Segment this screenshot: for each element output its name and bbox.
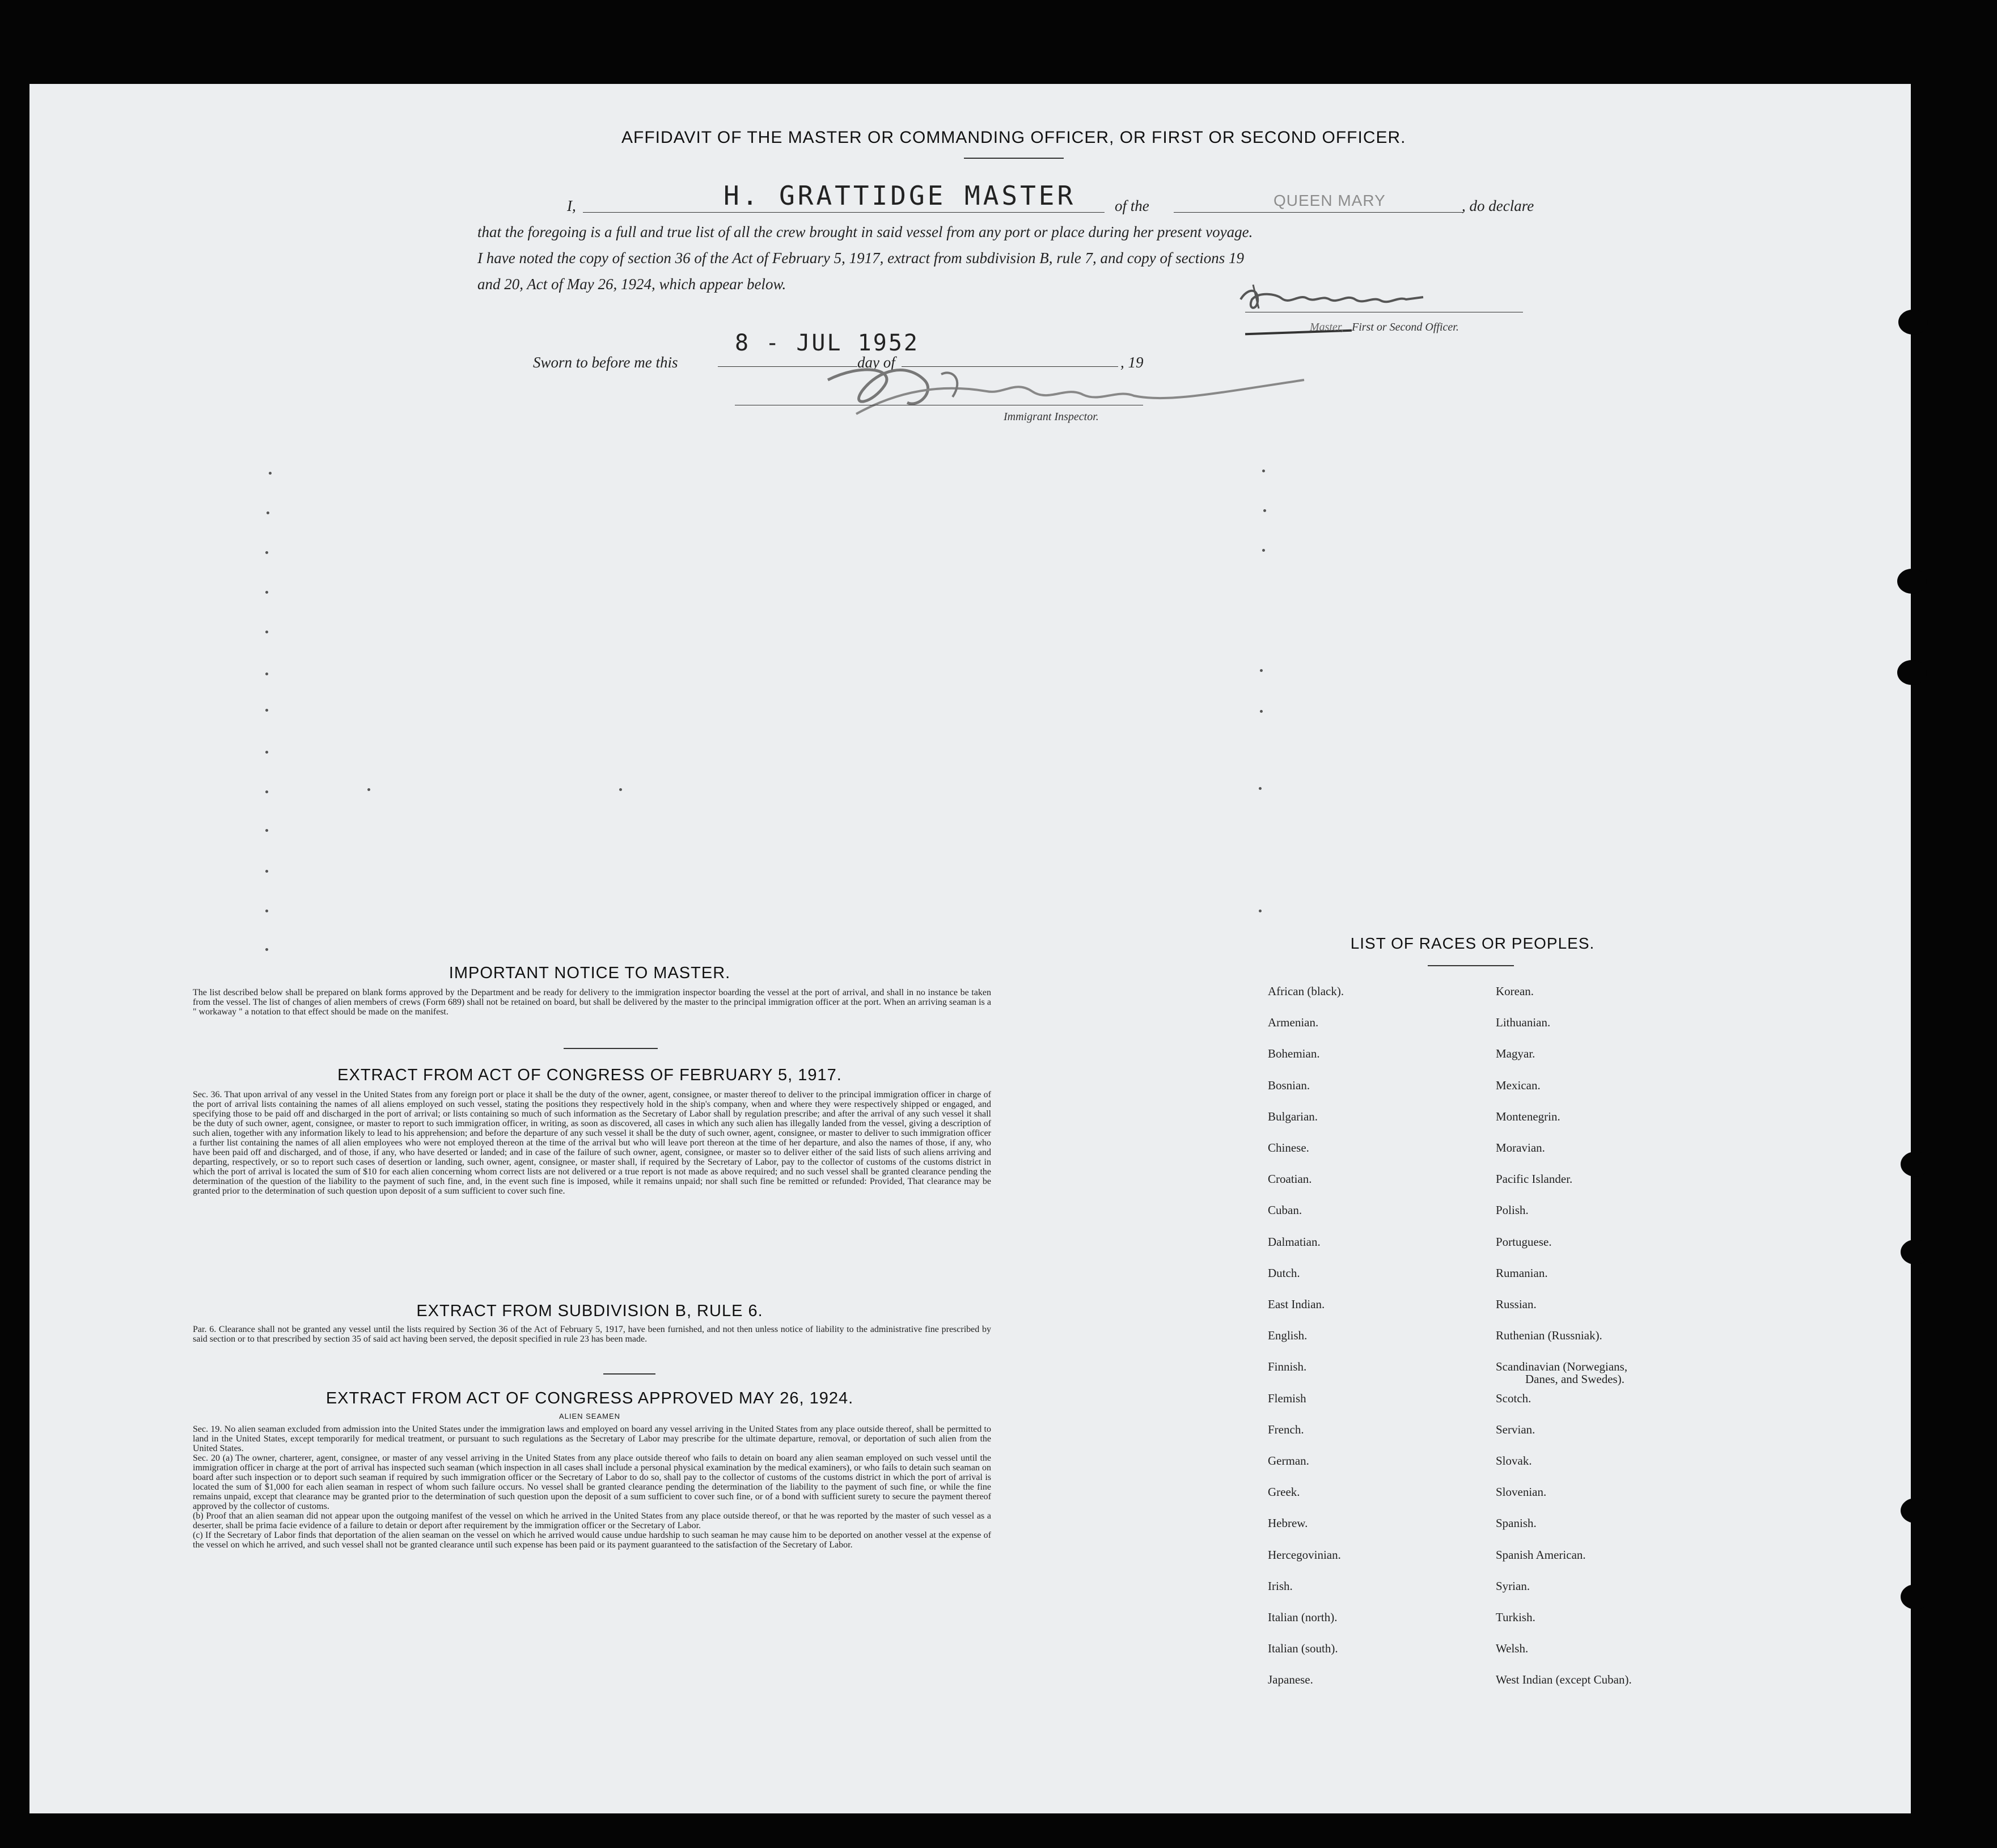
declaration-line-3: I have noted the copy of section 36 of the Act of February 5, 1917, extract from subdivision B, rule 7, and copy of sections 19 bbox=[477, 249, 1244, 267]
extract-1917-title: EXTRACT FROM ACT OF CONGRESS OF FEBRUARY 5, 1917. bbox=[337, 1066, 842, 1084]
race-item: Russian. bbox=[1496, 1297, 1537, 1311]
guide-dot bbox=[1262, 549, 1265, 552]
guide-dot bbox=[265, 551, 268, 554]
race-item: Montenegrin. bbox=[1496, 1110, 1560, 1123]
title-divider bbox=[964, 158, 1064, 159]
guide-dot bbox=[1262, 470, 1265, 472]
master-name-handwritten: H. GRATTIDGE MASTER bbox=[724, 180, 1076, 211]
extract-1924-title: EXTRACT FROM ACT OF CONGRESS APPROVED MAY 26, 1924. bbox=[325, 1389, 854, 1407]
alien-seamen-subtitle: ALIEN SEAMEN bbox=[559, 1412, 621, 1420]
subdivision-b-text: Par. 6. Clearance shall not be granted any vessel until the lists required by Section 36 of the Act of February 5, 1917, have been furnished, and not then unless notice of liability to the administrative fine prescribed by said section or to that prescribed by section 35 of said act having been served, the deposit specified in rule 23 has been made. bbox=[193, 1325, 991, 1344]
guide-dot bbox=[265, 673, 268, 675]
notice-title: IMPORTANT NOTICE TO MASTER. bbox=[449, 964, 731, 982]
subdivision-b-title: EXTRACT FROM SUBDIVISION B, RULE 6. bbox=[416, 1302, 763, 1320]
race-item: Croatian. bbox=[1268, 1172, 1312, 1186]
race-item: German. bbox=[1268, 1454, 1309, 1468]
race-item: Spanish American. bbox=[1496, 1548, 1586, 1562]
race-item: Magyar. bbox=[1496, 1047, 1535, 1060]
guide-dot bbox=[1260, 669, 1263, 672]
section-20b-text: (b) Proof that an alien seaman did not appear upon the outgoing manifest of the vessel on which he arrived in the United States from any place outside thereof, or that he was reported by the master of such vessel as a deserter, shall be prima facie evidence of a failure to detain or deport after requirement by the immigration officer or the Secretary of Labor. bbox=[193, 1511, 991, 1530]
guide-dot bbox=[265, 631, 268, 633]
race-item: French. bbox=[1268, 1423, 1304, 1436]
punch-hole bbox=[1897, 660, 1927, 685]
year-prefix: , 19 bbox=[1120, 354, 1144, 371]
race-item: West Indian (except Cuban). bbox=[1496, 1673, 1632, 1686]
race-item: Irish. bbox=[1268, 1579, 1293, 1593]
extract-1924-body bbox=[193, 1424, 991, 1550]
race-item: East Indian. bbox=[1268, 1297, 1325, 1311]
guide-dot bbox=[266, 511, 269, 514]
punch-hole bbox=[1901, 1584, 1930, 1609]
race-item: Chinese. bbox=[1268, 1141, 1309, 1155]
races-title: LIST OF RACES OR PEOPLES. bbox=[1350, 934, 1595, 952]
race-item: Polish. bbox=[1496, 1203, 1529, 1217]
guide-dot bbox=[367, 788, 370, 791]
guide-dot bbox=[265, 829, 268, 832]
race-item: Italian (north). bbox=[1268, 1610, 1338, 1624]
name-line bbox=[583, 212, 1105, 213]
race-item: Scandinavian (Norwegians, bbox=[1496, 1360, 1628, 1373]
race-item: Rumanian. bbox=[1496, 1266, 1548, 1280]
race-item: Slovenian. bbox=[1496, 1485, 1547, 1499]
race-item: Greek. bbox=[1268, 1485, 1300, 1499]
race-item: Scotch. bbox=[1496, 1392, 1531, 1405]
race-item: Syrian. bbox=[1496, 1579, 1530, 1593]
vessel-name-stamp: QUEEN MARY bbox=[1273, 192, 1386, 209]
notice-divider bbox=[564, 1048, 658, 1049]
race-item: Mexican. bbox=[1496, 1079, 1541, 1092]
guide-dot bbox=[1259, 910, 1262, 912]
of-the-label: of the bbox=[1115, 197, 1149, 214]
guide-dot bbox=[265, 591, 268, 594]
race-item: Servian. bbox=[1496, 1423, 1535, 1436]
race-item: Finnish. bbox=[1268, 1360, 1307, 1373]
section-19-text: Sec. 19. No alien seaman excluded from admission into the United States under the immigration laws and employed on board any vessel arriving in the United States from any place outside thereof, shall be permitted to land in the United States, except temporarily for medical treatment, or pursuant to such regulations as the Secretary of Labor may prescribe for the ultimate departure, removal, or deportation of such alien from the United States. bbox=[193, 1424, 991, 1453]
race-item: African (black). bbox=[1268, 984, 1344, 998]
race-item: Lithuanian. bbox=[1496, 1016, 1551, 1029]
race-item: Pacific Islander. bbox=[1496, 1172, 1573, 1186]
race-item: Hebrew. bbox=[1268, 1516, 1308, 1530]
race-item: Cuban. bbox=[1268, 1203, 1302, 1217]
punch-hole bbox=[1901, 1152, 1930, 1177]
races-divider bbox=[1428, 965, 1514, 966]
subdivision-divider bbox=[603, 1373, 655, 1375]
race-item: Dalmatian. bbox=[1268, 1235, 1321, 1249]
guide-dot bbox=[265, 948, 268, 951]
day-of-label: day of bbox=[857, 354, 895, 371]
race-item: Bulgarian. bbox=[1268, 1110, 1318, 1123]
declaration-i-label: I, bbox=[567, 197, 576, 214]
declaration-line-2: that the foregoing is a full and true list of all the crew brought in said vessel from any port or place during her present voyage. bbox=[477, 223, 1253, 240]
inspector-caption: Immigrant Inspector. bbox=[1004, 411, 1099, 423]
master-label: Master, bbox=[1310, 321, 1344, 333]
race-item: Slovak. bbox=[1496, 1454, 1532, 1468]
race-item: Spanish. bbox=[1496, 1516, 1537, 1530]
race-item: Armenian. bbox=[1268, 1016, 1319, 1029]
sworn-date-stamp: 8 - JUL 1952 bbox=[735, 330, 919, 356]
race-item: Moravian. bbox=[1496, 1141, 1545, 1155]
race-item: Turkish. bbox=[1496, 1610, 1535, 1624]
officer-caption: First or Second Officer. bbox=[1352, 321, 1459, 333]
punch-hole bbox=[1897, 569, 1927, 594]
race-scandinavian-continuation: Danes, and Swedes). bbox=[1525, 1372, 1624, 1386]
race-item: English. bbox=[1268, 1329, 1308, 1342]
race-item: Welsh. bbox=[1496, 1642, 1529, 1655]
race-item: Flemish bbox=[1268, 1392, 1306, 1405]
do-declare-label: , do declare bbox=[1462, 197, 1534, 214]
guide-dot bbox=[265, 790, 268, 793]
vessel-line bbox=[1174, 212, 1463, 213]
affidavit-title: AFFIDAVIT OF THE MASTER OR COMMANDING OFFICER, OR FIRST OR SECOND OFFICER. bbox=[621, 128, 1406, 147]
race-item: Ruthenian (Russniak). bbox=[1496, 1329, 1602, 1342]
guide-dot bbox=[1260, 710, 1263, 713]
sworn-label: Sworn to before me this bbox=[533, 354, 678, 371]
guide-dot bbox=[265, 751, 268, 754]
guide-dot bbox=[265, 870, 268, 873]
guide-dot bbox=[619, 788, 622, 791]
race-item: Portuguese. bbox=[1496, 1235, 1552, 1249]
guide-dot bbox=[265, 910, 268, 912]
punch-hole bbox=[1898, 310, 1928, 335]
punch-hole bbox=[1901, 1498, 1930, 1523]
guide-dot bbox=[269, 472, 272, 475]
race-item: Korean. bbox=[1496, 984, 1534, 998]
master-signature bbox=[1236, 277, 1429, 316]
race-item: Bohemian. bbox=[1268, 1047, 1320, 1060]
race-item: Dutch. bbox=[1268, 1266, 1300, 1280]
race-item: Japanese. bbox=[1268, 1673, 1313, 1686]
guide-dot bbox=[265, 709, 268, 712]
section-20c-text: (c) If the Secretary of Labor finds that deportation of the alien seaman on the vessel on which he arrived would cause undue hardship to such seaman he may cause him to be deported on another vessel at the expense of the vessel on which he arrived, and such vessel shall not be granted clearance until such expense has been paid or its payment guaranteed to the satisfaction of the Secretary of Labor. bbox=[193, 1530, 991, 1550]
notice-text: The list described below shall be prepared on blank forms approved by the Department and be ready for delivery to the immigration inspector boarding the vessel at the port of arrival, and shall in no instance be taken from the vessel. The list of changes of alien members of crews (Form 689) shall not be retained on board, but shall be delivered by the master to the principal immigration officer at the port. When an arriving seaman is a " workaway " a notation to that effect should be made on the manifest. bbox=[193, 988, 991, 1017]
guide-dot bbox=[1259, 787, 1262, 790]
race-item: Italian (south). bbox=[1268, 1642, 1338, 1655]
guide-dot bbox=[1263, 509, 1266, 512]
extract-1917-text: Sec. 36. That upon arrival of any vessel in the United States from any foreign port or place it shall be the duty of the owner, agent, consignee, or master thereof to deliver to the principal immigration officer in charge of the port of arrival lists containing the names of all aliens employed on such vessel, stating the positions they respectively hold in the ship's company, when and where they were respectively shipped or engaged, and specifying those to be paid off and discharged in the port of arrival; or lists containing so much of such information as the Secretary of Labor shall by regulation prescribe; and after the arrival of any such vessel it shall be the duty of such owner, agent, consignee, or master to report to such immigration officer, in writing, as soon as discovered, all cases in which any such alien has illegally landed from the vessel, giving a description of such alien, together with any information likely to lead to his apprehension; and before the departure of any such vessel it shall be the duty of such owner, agent, consignee, or master to deliver to such immigration officer a further list containing the names of all alien employees who were not employed thereon at the time of the arrival but who will leave port thereon at the time of her departure, and also the names of those, if any, who have been paid off and discharged, and of those, if any, who have deserted or landed; and in case of the failure of such owner, agent, consignee, or master so to deliver either of the said lists of such aliens arriving and departing, respectively, or so to report such cases of desertion or landing, such owner, agent, consignee, or master shall, if required by the Secretary of Labor, pay to the collector of customs of the customs district in which the port of arrival is located the sum of $10 for each alien concerning whom correct lists are not delivered or a true report is not made as above required; and no such vessel shall be granted clearance pending the determination of the question of the liability to the payment of such fine, and, in the event such fine is imposed, while it remains unpaid; nor shall such fine be remitted or refunded: Provided, That clearance may be granted prior to the determination of such question upon deposit of a sum sufficient to cover such fine. bbox=[193, 1090, 991, 1196]
declaration-line-4: and 20, Act of May 26, 1924, which appear below. bbox=[477, 276, 786, 293]
punch-hole bbox=[1901, 1240, 1930, 1265]
race-item: Bosnian. bbox=[1268, 1079, 1310, 1092]
race-item: Hercegovinian. bbox=[1268, 1548, 1341, 1562]
section-20a-text: Sec. 20 (a) The owner, charterer, agent, consignee, or master of any vessel arriving in the United States from any place outside thereof who fails to detain on board any alien seaman employed on such vessel until the immigration officer in charge at the port of arrival has inspected such seaman (which inspection in all cases shall include a personal physical examination by the medical examiners), or who fails to detain such seaman on board after such inspection or to deport such seaman if required by such immigration officer or the Secretary of Labor to do so, shall pay to the collector of customs of the customs district in which the port of arrival is located the sum of $1,000 for each alien seaman in respect of whom such failure occurs. No vessel shall be granted clearance pending the determination of the liability to the payment of such fine, or while the fine remains unpaid, except that clearance may be granted prior to the determination of such question upon the deposit of a sum sufficient to cover such fine, or of a bond with sufficient surety to secure the payment thereof approved by the collector of customs. bbox=[193, 1453, 991, 1511]
